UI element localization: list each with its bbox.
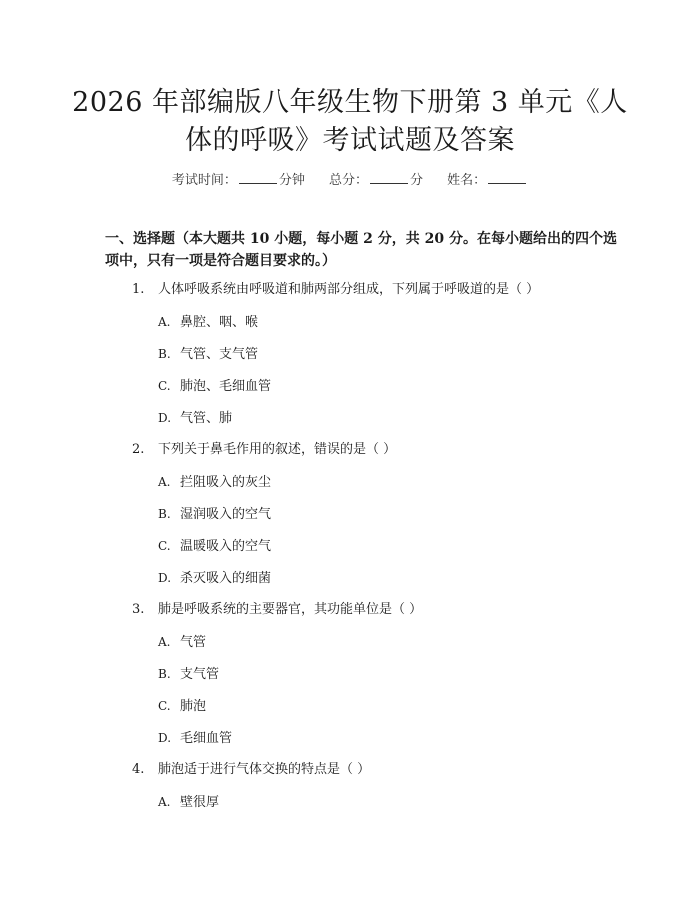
option-letter: A.	[158, 315, 171, 329]
question-3	[132, 601, 422, 619]
question-2	[132, 441, 396, 459]
exam-title-line-2: 体的呼吸》考试试题及答案	[185, 125, 515, 156]
exam-meta-line	[0, 169, 700, 188]
section-heading-line-2: 项中，只有一项是符合题目要求的。）	[105, 253, 336, 269]
question-number: 3.	[132, 602, 145, 617]
student-name-label: 姓名：	[447, 173, 487, 188]
option-text: 鼻腔、咽、喉	[180, 315, 259, 330]
total-score-field	[329, 173, 423, 188]
question-text: 肺泡适于进行气体交换的特点是（ ）	[158, 762, 371, 777]
option-text: 杀灭吸入的细菌	[180, 571, 272, 586]
exam-time-unit: 分钟	[278, 173, 305, 188]
section-heading-line-1: 一、选择题（本大题共 10 小题，每小题 2 分，共 20 分。在每小题给出的四个选	[105, 231, 617, 247]
question-number: 4.	[132, 762, 145, 777]
question-1-option-a	[158, 313, 258, 332]
exam-time-field	[172, 173, 305, 188]
student-name-blank	[488, 172, 526, 184]
option-text: 支气管	[180, 667, 220, 682]
option-letter: C.	[158, 379, 171, 393]
question-text: 肺是呼吸系统的主要器官，其功能单位是（ ）	[158, 602, 423, 617]
question-3-option-d	[158, 729, 232, 748]
question-1	[132, 281, 539, 299]
option-letter: A.	[158, 635, 171, 649]
option-letter: B.	[158, 507, 171, 521]
option-text: 肺泡、毛细血管	[180, 379, 272, 394]
question-2-option-b	[158, 505, 271, 524]
question-number: 2.	[132, 442, 145, 457]
option-letter: D.	[158, 731, 172, 745]
option-text: 毛细血管	[180, 731, 233, 746]
question-2-option-c	[158, 537, 271, 556]
question-1-option-c	[158, 377, 271, 396]
option-text: 气管、肺	[180, 411, 233, 426]
option-letter: D.	[158, 571, 172, 585]
question-number: 1.	[132, 282, 145, 297]
question-1-option-b	[158, 345, 258, 364]
student-name-field	[447, 173, 528, 188]
question-4-option-a	[158, 793, 219, 812]
option-text: 湿润吸入的空气	[180, 507, 272, 522]
option-letter: D.	[158, 411, 172, 425]
option-letter: B.	[158, 347, 171, 361]
question-2-option-d	[158, 569, 271, 588]
option-text: 温暖吸入的空气	[180, 539, 272, 554]
exam-time-blank	[239, 172, 277, 184]
question-1-option-d	[158, 409, 232, 428]
option-letter: C.	[158, 539, 171, 553]
option-text: 气管	[180, 635, 207, 650]
option-letter: A.	[158, 795, 171, 809]
option-text: 气管、支气管	[180, 347, 259, 362]
option-letter: A.	[158, 475, 171, 489]
question-3-option-c	[158, 697, 206, 716]
option-letter: C.	[158, 699, 171, 713]
option-text: 拦阻吸入的灰尘	[180, 475, 272, 490]
total-score-label: 总分：	[328, 173, 368, 188]
question-3-option-a	[158, 633, 206, 652]
question-4	[132, 761, 370, 779]
question-text: 人体呼吸系统由呼吸道和肺两部分组成，下列属于呼吸道的是（ ）	[158, 282, 540, 297]
total-score-unit: 分	[410, 173, 424, 188]
option-letter: B.	[158, 667, 171, 681]
question-text: 下列关于鼻毛作用的叙述，错误的是（ ）	[158, 442, 397, 457]
option-text: 壁很厚	[180, 795, 220, 810]
exam-title-line-1: 2026 年部编版八年级生物下册第 3 单元《人	[72, 87, 628, 118]
total-score-blank	[370, 172, 408, 184]
option-text: 肺泡	[180, 699, 207, 714]
question-3-option-b	[158, 665, 219, 684]
exam-time-label: 考试时间：	[171, 173, 237, 188]
question-2-option-a	[158, 473, 271, 492]
